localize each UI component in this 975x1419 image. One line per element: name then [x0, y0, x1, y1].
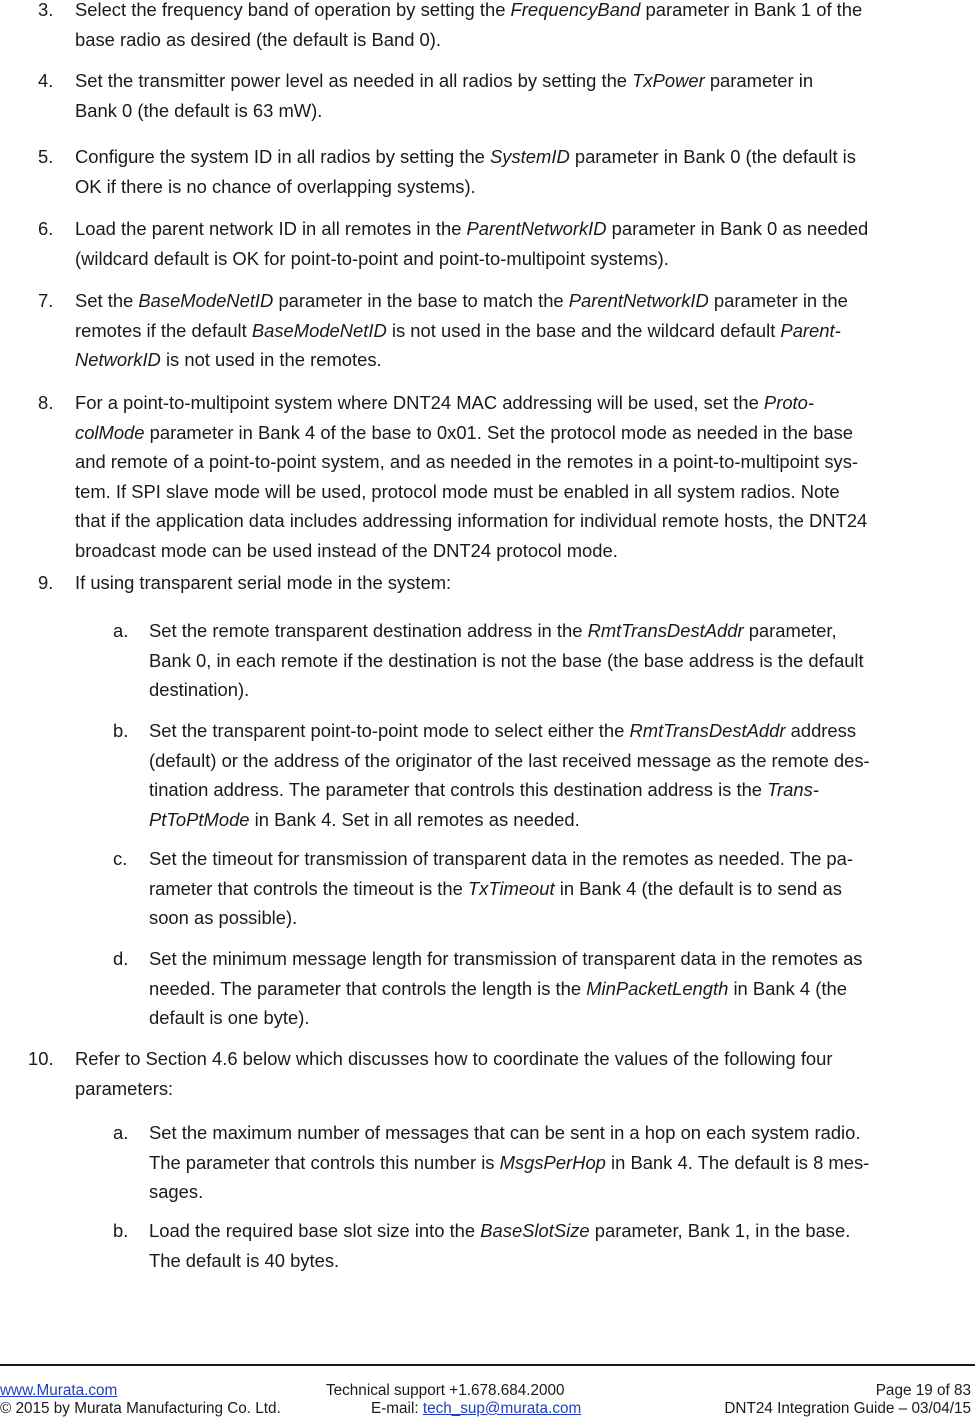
text-line — [149, 1003, 863, 1033]
item-text — [149, 944, 863, 1033]
text-run: parameter in Bank 4 of the base to 0x01. Set the protocol mode as needed in the base — [144, 421, 854, 443]
text-run: Set the transparent point-to-point mode to select either the — [149, 720, 630, 741]
text-run: parameter, Bank 1, in the base. — [589, 1220, 851, 1241]
text-line — [75, 25, 862, 55]
item-text — [75, 1044, 833, 1103]
text-line — [149, 1246, 850, 1276]
item-text — [75, 142, 856, 201]
text-run: Refer to Section 4.6 below which discusses how to coordinate the values of the following four — [75, 1048, 833, 1069]
text-run: destination). — [149, 679, 250, 700]
text-run: parameter in Bank 1 of the — [640, 0, 863, 20]
item-text — [75, 388, 867, 565]
support-email — [371, 1399, 581, 1419]
item-text — [75, 66, 813, 125]
item-number: 7. — [38, 290, 54, 311]
text-line — [75, 0, 862, 25]
text-line — [149, 775, 870, 805]
text-run: in Bank 4 (the default is to send as — [554, 877, 842, 899]
item-text — [75, 568, 451, 598]
text-run: Set the timeout for transmission of transparent data in the remotes as needed. The pa- — [149, 848, 854, 869]
text-line — [75, 316, 848, 346]
parameter-name: MinPacketLength — [586, 977, 729, 999]
parameter-name: NetworkID — [75, 349, 161, 370]
text-run: base radio as desired (the default is Band 0). — [75, 28, 441, 50]
item-text — [149, 716, 870, 834]
text-run: Bank 0 (the default is 63 mW). — [75, 99, 323, 121]
text-line — [149, 805, 870, 835]
text-run: parameter in — [704, 70, 814, 91]
text-run: Set the minimum message length for transmission of transparent data in the remotes as — [149, 948, 863, 969]
text-line — [75, 447, 867, 477]
parameter-name: colMode — [75, 421, 145, 443]
text-run: parameters: — [75, 1077, 174, 1099]
text-line — [149, 675, 864, 705]
text-run: parameter, — [743, 620, 837, 641]
text-line — [149, 1177, 869, 1207]
text-line — [75, 568, 451, 598]
text-line — [75, 506, 867, 536]
text-run: parameter in the base to match the — [273, 290, 569, 311]
item-number: 6. — [38, 218, 54, 239]
text-run: Set the remote transparent destination address in the — [149, 620, 588, 641]
text-run: Set the transmitter power level as needed in all radios by setting the — [75, 70, 633, 91]
text-line — [75, 172, 856, 202]
text-line — [149, 716, 870, 746]
text-run: tination address. The parameter that controls this destination address is the — [149, 779, 768, 800]
parameter-name: RmtTransDestAddr — [629, 720, 786, 741]
text-run: sages. — [149, 1181, 204, 1202]
text-line — [149, 844, 853, 874]
website-link[interactable]: www.Murata.com — [0, 1382, 118, 1399]
item-text — [149, 1216, 850, 1275]
text-run: is not used in the remotes. — [160, 349, 382, 370]
page-number: Page 19 of 83 — [875, 1382, 971, 1399]
item-number: 10. — [28, 1048, 54, 1069]
text-run: default is one byte). — [149, 1007, 310, 1028]
text-line — [75, 1074, 833, 1104]
text-line — [75, 536, 867, 566]
text-line — [75, 214, 868, 244]
item-number: d. — [113, 948, 129, 969]
text-run: (wildcard default is OK for point-to-point and point-to-multipoint systems). — [75, 247, 669, 269]
text-run: For a point-to-multipoint system where DNT24 MAC addressing will be used, set the — [75, 392, 764, 413]
parameter-name: TxTimeout — [467, 877, 555, 899]
parameter-name: PtToPtMode — [149, 808, 250, 830]
text-line — [149, 944, 863, 974]
text-run: parameter in the — [708, 290, 848, 311]
copyright-text: © 2015 by Murata Manufacturing Co. Ltd. — [0, 1400, 281, 1417]
parameter-name: Trans- — [767, 779, 819, 800]
parameter-name: FrequencyBand — [510, 0, 641, 20]
text-line — [75, 96, 813, 126]
item-number: 5. — [38, 146, 54, 167]
item-number: a. — [113, 1122, 129, 1143]
text-line — [75, 286, 848, 316]
item-text — [75, 0, 862, 54]
text-line — [75, 418, 867, 448]
text-run: needed. The parameter that controls the length is the — [149, 977, 587, 999]
text-run: in Bank 4. The default is 8 mes- — [605, 1151, 870, 1173]
text-run: soon as possible). — [149, 907, 298, 928]
parameter-name: BaseModeNetID — [138, 290, 274, 311]
email-label: E-mail: — [371, 1400, 423, 1417]
parameter-name: RmtTransDestAddr — [587, 620, 744, 641]
text-line — [149, 616, 864, 646]
item-text — [149, 616, 864, 705]
text-line — [75, 388, 867, 418]
guide-title: DNT24 Integration Guide – 03/04/15 — [724, 1400, 971, 1417]
email-link[interactable]: tech_sup@murata.com — [422, 1400, 582, 1417]
text-line — [149, 903, 853, 933]
text-run: (default) or the address of the originator of the last received message as the remote des- — [149, 749, 870, 771]
parameter-name: ParentNetworkID — [568, 290, 709, 311]
text-run: in Bank 4. Set in all remotes as needed. — [249, 808, 580, 830]
item-text — [75, 214, 868, 273]
item-text — [75, 286, 848, 375]
text-run: is not used in the base and the wildcard default — [386, 319, 781, 341]
text-run: Configure the system ID in all radios by setting the — [75, 146, 491, 167]
text-run: tem. If SPI slave mode will be used, protocol mode must be enabled in all system radios. Note — [75, 480, 840, 502]
item-number: 8. — [38, 392, 54, 413]
text-line — [75, 1044, 833, 1074]
text-run: that if the application data includes addressing information for individual remote hosts, the DNT24 — [75, 510, 868, 531]
text-line — [149, 1216, 850, 1246]
parameter-name: TxPower — [632, 70, 705, 91]
item-text — [149, 1118, 869, 1207]
text-line — [75, 345, 848, 375]
parameter-name: MsgsPerHop — [499, 1151, 606, 1173]
text-run: Load the parent network ID in all remotes in the — [75, 218, 467, 239]
text-line — [75, 66, 813, 96]
text-line — [75, 244, 868, 274]
item-text — [149, 844, 853, 933]
text-run: The default is 40 bytes. — [149, 1249, 340, 1271]
parameter-name: ParentNetworkID — [466, 218, 607, 239]
item-number: c. — [113, 848, 128, 869]
text-line — [149, 746, 870, 776]
item-number: 3. — [38, 0, 54, 20]
item-number: b. — [113, 1220, 129, 1241]
item-number: 4. — [38, 70, 54, 91]
parameter-name: BaseSlotSize — [480, 1220, 590, 1241]
text-line — [149, 874, 853, 904]
text-run: If using transparent serial mode in the system: — [75, 572, 452, 593]
item-number: b. — [113, 720, 129, 741]
parameter-name: SystemID — [490, 146, 570, 167]
text-run: address — [785, 720, 857, 741]
text-line — [75, 477, 867, 507]
item-number: 9. — [38, 572, 54, 593]
text-run: Set the — [75, 290, 139, 311]
text-run: parameter in Bank 0 (the default is — [569, 146, 856, 167]
parameter-name: BaseModeNetID — [251, 319, 387, 341]
text-line — [149, 646, 864, 676]
text-run: and remote of a point-to-point system, and as needed in the remotes in a point-to-multipoint sys- — [75, 451, 859, 472]
support-phone: Technical support +1.678.684.2000 — [326, 1382, 565, 1399]
text-run: OK if there is no chance of overlapping systems). — [75, 175, 476, 197]
item-number: a. — [113, 620, 129, 641]
text-run: Bank 0, in each remote if the destination is not the base (the base address is the default — [149, 649, 864, 671]
text-run: Load the required base slot size into the — [149, 1220, 481, 1241]
text-run: rameter that controls the timeout is the — [149, 877, 468, 899]
text-run: broadcast mode can be used instead of the DNT24 protocol mode. — [75, 539, 618, 561]
text-run: Set the maximum number of messages that can be sent in a hop on each system radio. — [149, 1122, 861, 1143]
text-run: The parameter that controls this number is — [149, 1151, 500, 1173]
footer-divider — [0, 1364, 975, 1366]
text-line — [149, 1118, 869, 1148]
text-run: Select the frequency band of operation by setting the — [75, 0, 511, 20]
text-run: parameter in Bank 0 as needed — [606, 218, 869, 239]
text-run: remotes if the default — [75, 319, 252, 341]
text-line — [149, 1148, 869, 1178]
text-line — [75, 142, 856, 172]
text-line — [149, 974, 863, 1004]
text-run: in Bank 4 (the — [728, 977, 847, 999]
parameter-name: Parent- — [780, 319, 841, 341]
parameter-name: Proto- — [763, 392, 815, 413]
